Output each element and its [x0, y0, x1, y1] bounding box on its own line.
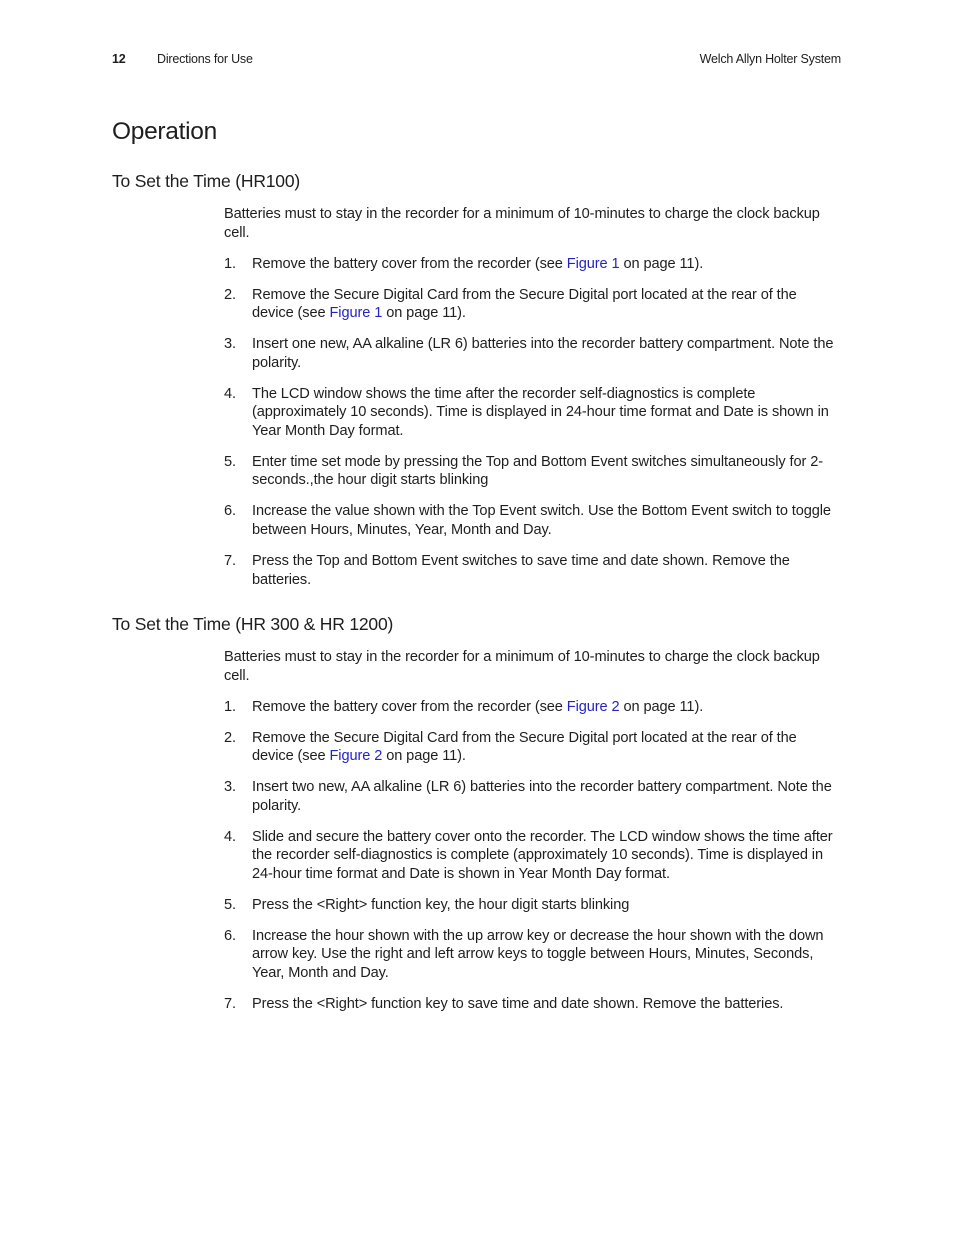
- step-text-after: on page 11).: [619, 698, 704, 715]
- step-item: [224, 927, 842, 983]
- step-text: Remove the battery cover from the recorder (see: [252, 255, 567, 272]
- step-item: [224, 502, 842, 539]
- step-text: Increase the value shown with the Top Event switch. Use the Bottom Event switch to toggle between Hours, Minutes, Year, Month and Day.: [252, 503, 831, 539]
- step-number: 4.: [224, 385, 236, 402]
- figure-link[interactable]: Figure 2: [329, 748, 383, 765]
- document-label: Directions for Use: [157, 52, 253, 66]
- step-text: Enter time set mode by pressing the Top and Bottom Event switches simultaneously for 2-seconds.,the hour digit starts blinking: [252, 453, 824, 489]
- figure-link[interactable]: Figure 1: [566, 255, 620, 272]
- step-item: [224, 385, 842, 441]
- steps-list: [224, 698, 842, 1014]
- step-text: Insert two new, AA alkaline (LR 6) batteries into the recorder battery compartment. Note the polarity.: [252, 779, 832, 814]
- step-number: 2.: [224, 286, 236, 303]
- page-title: Operation: [112, 118, 217, 145]
- product-name: Welch Allyn Holter System: [699, 52, 841, 66]
- step-text: Increase the hour shown with the up arrow key or decrease the hour shown with the down arrow key. Use the right and left arrow keys to toggle between Hours, Minutes, Seconds, Year, Month and Day.: [252, 927, 824, 982]
- step-text: Press the <Right> function key, the hour digit starts blinking: [252, 896, 630, 913]
- section-body-hr100: [224, 205, 842, 602]
- step-text-after: on page 11).: [619, 255, 704, 272]
- steps-list: [224, 255, 842, 590]
- step-number: 1.: [224, 255, 236, 272]
- step-item: [224, 995, 842, 1014]
- page-number: 12: [112, 52, 126, 66]
- step-item: [224, 552, 842, 589]
- step-number: 3.: [224, 779, 236, 796]
- step-item: [224, 896, 842, 915]
- section-intro: Batteries must to stay in the recorder for a minimum of 10-minutes to charge the clock backup cell.: [224, 206, 820, 241]
- step-number: 6.: [224, 927, 236, 944]
- step-text: Press the Top and Bottom Event switches to save time and date shown. Remove the batteries.: [252, 553, 790, 588]
- step-text: Remove the battery cover from the recorder (see: [252, 698, 567, 715]
- step-number: 7.: [224, 553, 236, 570]
- section-title-hr300-hr1200: To Set the Time (HR 300 & HR 1200): [112, 614, 394, 634]
- section-intro: Batteries must to stay in the recorder for a minimum of 10-minutes to charge the clock backup cell.: [224, 649, 820, 684]
- step-item: [224, 255, 842, 274]
- step-number: 4.: [224, 828, 236, 845]
- step-item: [224, 778, 842, 815]
- step-item: [224, 335, 842, 372]
- step-text: Remove the Secure Digital Card from the Secure Digital port located at the rear of the device (see: [252, 286, 797, 322]
- step-item: [224, 828, 842, 884]
- figure-link[interactable]: Figure 1: [329, 305, 383, 322]
- step-text: The LCD window shows the time after the recorder self-diagnostics is complete (approximately 10 seconds). Time is displayed in 24-hour time format and Date is shown in Year Month Day format.: [252, 385, 829, 439]
- step-number: 5.: [224, 453, 236, 470]
- step-text: Press the <Right> function key to save time and date shown. Remove the batteries.: [252, 996, 784, 1013]
- step-text-after: on page 11).: [382, 305, 466, 322]
- step-number: 2.: [224, 729, 236, 746]
- section-title-hr100: To Set the Time (HR100): [112, 171, 300, 191]
- step-item: [224, 698, 842, 717]
- section-body-hr300-hr1200: [224, 648, 842, 1026]
- step-text: Remove the Secure Digital Card from the Secure Digital port located at the rear of the device (see: [252, 729, 797, 765]
- running-header: [112, 52, 841, 70]
- step-item: [224, 286, 842, 323]
- step-text-after: on page 11).: [382, 748, 466, 765]
- step-number: 6.: [224, 503, 236, 520]
- step-item: [224, 453, 842, 490]
- step-item: [224, 729, 842, 766]
- step-number: 1.: [224, 698, 236, 715]
- step-text: Insert one new, AA alkaline (LR 6) batteries into the recorder battery compartment. Note the polarity.: [252, 336, 834, 371]
- step-number: 3.: [224, 336, 236, 353]
- step-text: Slide and secure the battery cover onto the recorder. The LCD window shows the time after the recorder self-diagnostics is complete (approximately 10 seconds). Time is displayed in 24-hour time format and Date is shown in Year Month Day format.: [252, 828, 833, 882]
- figure-link[interactable]: Figure 2: [566, 698, 620, 715]
- step-number: 5.: [224, 896, 236, 913]
- step-number: 7.: [224, 996, 236, 1013]
